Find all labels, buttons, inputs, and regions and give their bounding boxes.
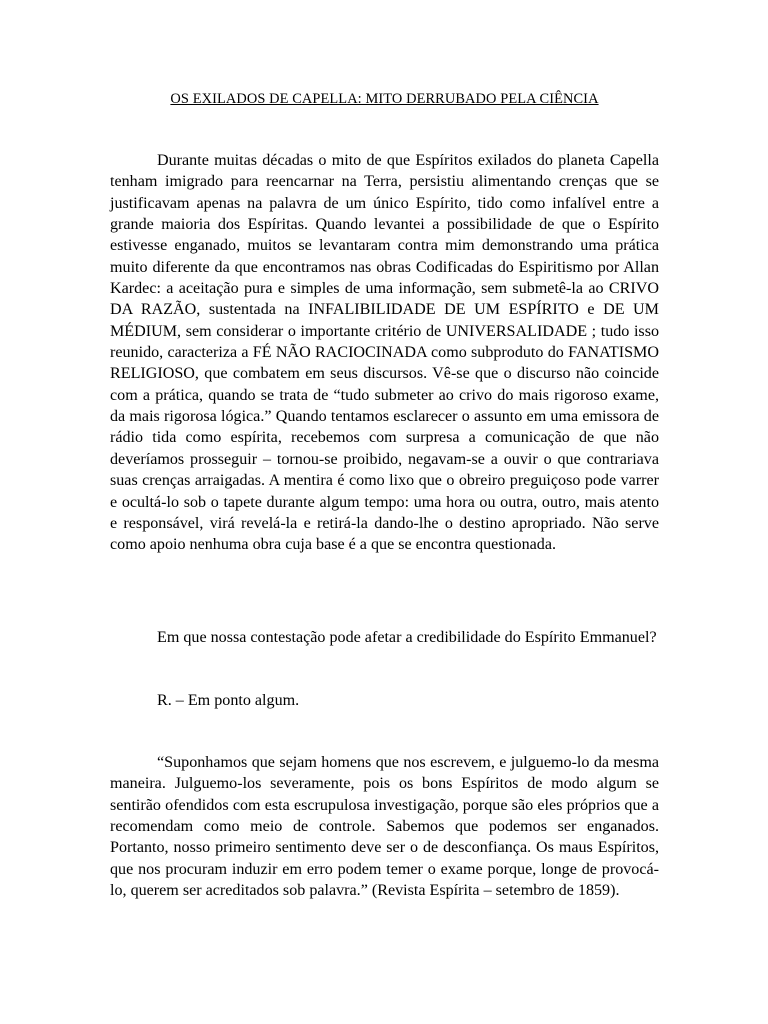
paragraph-question: Em que nossa contestação pode afetar a credibilidade do Espírito Emmanuel?	[157, 629, 657, 646]
paragraph-answer: R. – Em ponto algum.	[157, 692, 300, 709]
paragraph-intro: Durante muitas décadas o mito de que Espíritos exilados do planeta Capella tenham imigrado para reencarnar na Terra, persistiu alimentando crenças que se justificavam apenas na palavra de um único Espírito, tido como infalível entre a grande maioria dos Espíritas. Quando levantei a possibilidade de que o Espírito estivesse enganado, muitos se levantaram contra mim demonstrando uma prática muito diferente da que encontramos nas obras Codificadas do Espiritismo por Allan Kardec: a aceitação pura e simples de uma informação, sem submetê-la ao CRIVO DA RAZÃO, sustentada na INFALIBILIDADE DE UM ESPÍRITO e DE UM MÉDIUM, sem considerar o importante critério de UNIVERSALIDADE ; tudo isso reunido, caracteriza a FÉ NÃO RACIOCINADA como subproduto do FANATISMO RELIGIOSO, que combatem em seus discursos. Vê-se que o discurso não coincide com a prática, quando se trata de “tudo submeter ao crivo do mais rigoroso exame, da mais rigorosa lógica.” Quando tentamos esclarecer o assunto em uma emissora de rádio tida como espírita, recebemos com surpresa a comunicação de que não deveríamos prosseguir – tornou-se proibido, negavam-se a ouvir o que contrariava suas crenças arraigadas. A mentira é como lixo que o obreiro preguiçoso pode varrer e ocultá-lo sob o tapete durante algum tempo: uma hora ou outra, outro, mais atento e responsável, virá revelá-la e retirá-la dando-lhe o destino apropriado. Não serve como apoio nenhuma obra cuja base é a que se encontra questionada.	[110, 152, 659, 554]
document-title: OS EXILADOS DE CAPELLA: MITO DERRUBADO PELA CIÊNCIA	[170, 91, 599, 107]
paragraph-quotation: “Suponhamos que sejam homens que nos escrevem, e julguemo-lo da mesma maneira. Julguemo-los severamente, pois os bons Espíritos de modo algum se sentirão ofendidos com esta escrupulosa investigação, porque são eles próprios que a recomendam como meio de controle. Sabemos que podemos ser enganados. Portanto, nosso primeiro sentimento deve ser o de desconfiança. Os maus Espíritos, que nos procuram induzir em erro podem temer o exame porque, longe de provocá-lo, querem ser acreditados sob palavra.” (Revista Espírita – setembro de 1859).	[110, 754, 659, 900]
